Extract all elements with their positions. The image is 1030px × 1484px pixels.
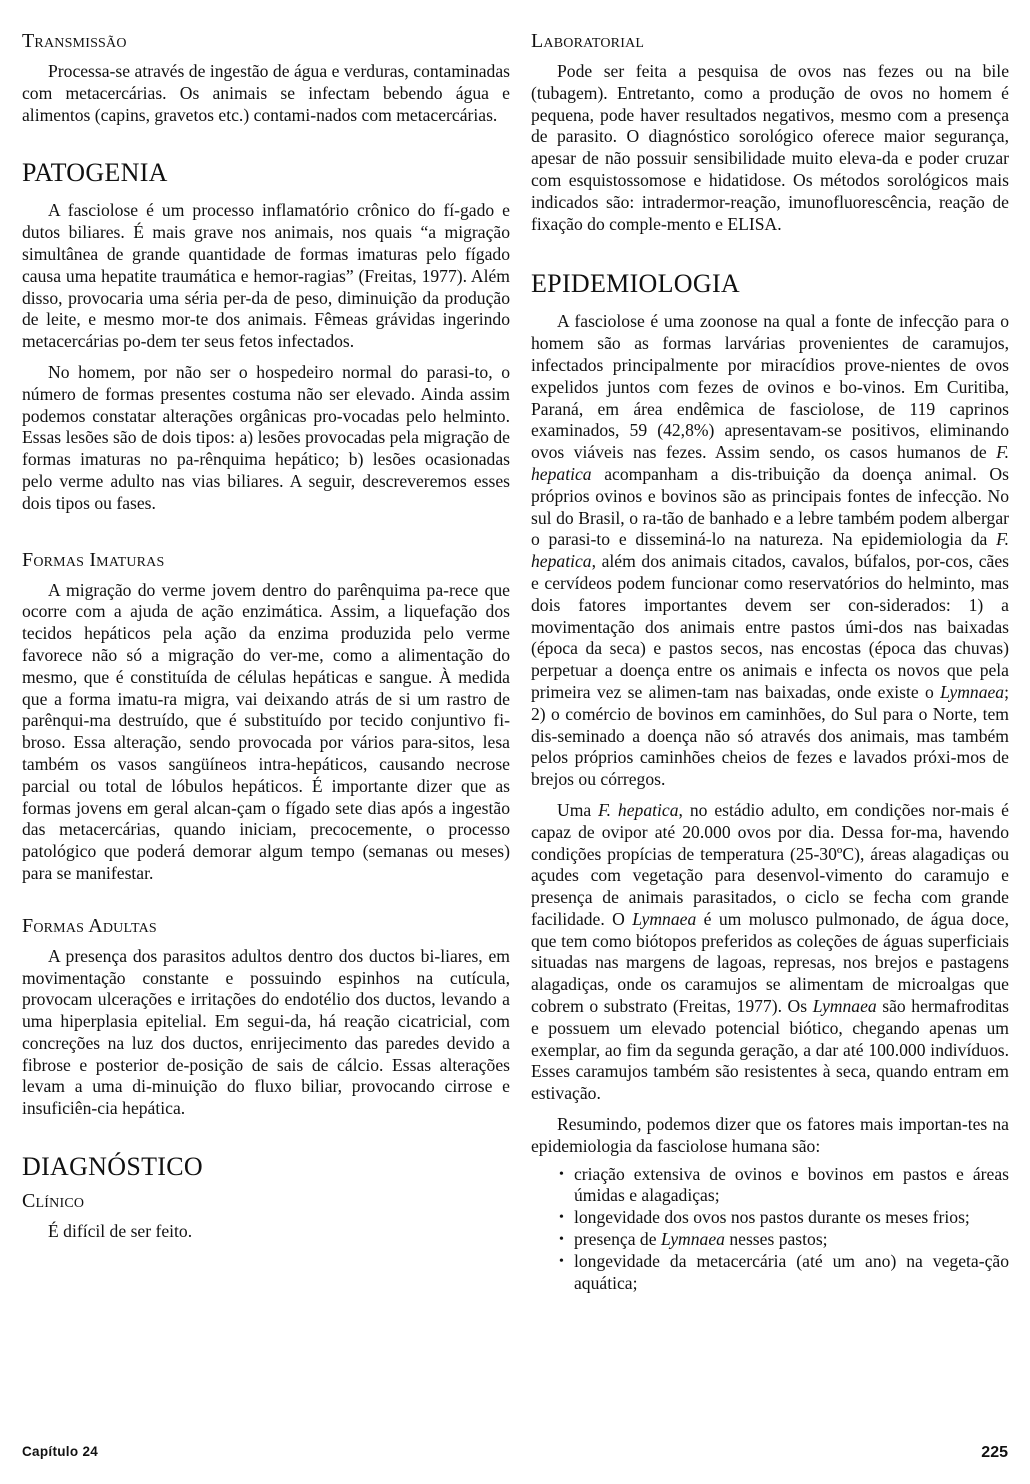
- list-item: • longevidade da metacercária (até um ano) na vegeta-ção aquática;: [559, 1251, 1009, 1295]
- species-name: F. hepatica: [598, 799, 679, 820]
- genus-name: Lymnaea: [632, 908, 697, 929]
- heading-formas-adultas: Formas Adultas: [22, 914, 157, 937]
- heading-diagnostico: DIAGNÓSTICO: [22, 1152, 203, 1182]
- paragraph-formas-imaturas: A migração do verme jovem dentro do parênquima pa-rece que ocorre com a ajuda de ação enzimática. Assim, a liquefação dos tecidos hepáticos pela ação da enzima produzida pelo verme favorece não só a migração do ver-me, como a alimentação do mesmo, que é constituída de células hepáticas e sangue. À medida que a forma imatu-ra migra, vai deixando atrás de si um rastro de parênqui-ma destruído, que é substituído por tecido conjuntivo fi-broso. Essa alteração, sendo provocada por vários para-sitos, lesa também os vasos sangüíneos intra-hepáticos, causando necrose parcial ou total de lóbulos hepáticos. É importante dizer que as formas jovens em geral alcan-çam o fígado sete dias após a ingestão das metacercárias, quando iniciam, precocemente, o processo patológico que poderá demorar algum tempo (semanas ou meses) para se manifestar.: [22, 579, 510, 883]
- paragraph-transmissao: Processa-se através de ingestão de água e verduras, contaminadas com metacercárias. Os animais se infectam bebendo água e alimentos (capins, gravetos etc.) contami-nados com metacercárias.: [22, 61, 510, 125]
- paragraph-epidemiologia-1: A fasciolose é uma zoonose na qual a fonte de infecção para o homem são as formas larvárias provenientes de caramujos, infectados principalmente por miracídios prove-nientes de ovos expelidos juntos com fezes de ovinos e bo-vinos. Em Curitiba, Paraná, em área endêmica de fasciolose, de 119 caprinos examinados, 59 (42,8%) apresentavam-se positivos, eliminando ovos viáveis nas fezes. Assim sendo, os casos humanos de F. hepatica acompanham a dis-tribuição da doença animal. Os próprios ovinos e bovinos são as principais fontes de infecção. No sul do Brasil, o ra-tão de banhado e a lebre também podem albergar o parasi-to e disseminá-lo na natureza. Na epidemiologia da F. hepatica, além dos animais citados, cavalos, búfalos, por-cos, cães e cervídeos podem funcionar como reservatórios do helminto, mas dois fatores importantes devem ser con-siderados: 1) a movimentação dos animais entre pastos úmi-dos nas baixadas (época da seca) e pastos secos, nas encostas (época das chuvas) perpetuar a doença entre os animais e infecta os novos que pela primeira vez se alimen-tam nas baixadas, onde existe o Lymnaea; 2) o comércio de bovinos em caminhões, do Sul para o Norte, tem dis-seminado a doença não só através dos animais, mas também pelos próprios caminhões cheios de fezes e lavados próxi-mos de brejos ou córregos.: [531, 311, 1009, 790]
- paragraph-formas-adultas: A presença dos parasitos adultos dentro dos ductos bi-liares, em movimentação constante e possuindo espinhos na cutícula, provocam ulcerações e irritações do endotélio dos ductos, levando a uma hiperplasia epitelial. Em segui-da, há reação cicatricial, com concreções na luz dos ductos, enrijecimento das paredes devido a fibrose e posterior de-posição de sais de cálcio. Essas alterações levam a uma di-minuição do fluxo biliar, provocando cirrose e insuficiên-cia hepática.: [22, 945, 510, 1119]
- genus-name: Lymnaea: [812, 996, 877, 1017]
- left-column: [22, 0, 510, 1243]
- paragraph-epidemiologia-2: Uma F. hepatica, no estádio adulto, em condições nor-mais é capaz de ovipor até 20.000 ovos por dia. Dessa for-ma, havendo condições propícias de temperatura (25-30ºC), áreas alagadiças ou açudes com vegetação para desenvol-vimento do caramujo e presença de animais parasitados, o ciclo se fecha com grande facilidade. O Lymnaea é um molusco pulmonado, de água doce, que tem como biótopos preferidos as coleções de águas superficiais situadas nas margens de lagoas, represas, nos brejos e pastagens alagadiças, onde os caramujos se alimentam de microalgas que cobrem o substrato (Freitas, 1977). Os Lymnaea são hermafroditas e possuem um elevado potencial biótico, chegando apenas um exemplar, ao fim da segunda geração, a dar até 100.000 indivíduos. Esses caramujos também são resistentes à seca, quando entram em estivação.: [531, 799, 1009, 1104]
- paragraph-clinico: É difícil de ser feito.: [48, 1221, 193, 1242]
- heading-laboratorial: Laboratorial: [531, 30, 645, 52]
- species-name: F. hepatica: [531, 529, 1009, 572]
- chapter-label: Capítulo 24: [22, 1444, 99, 1459]
- paragraph-epidemiologia-3: Resumindo, podemos dizer que os fatores mais importan-tes na epidemiologia da fasciolose humana são:: [531, 1114, 1009, 1156]
- genus-name: Lymnaea: [940, 681, 1005, 702]
- page-number: 225: [981, 1444, 1008, 1461]
- paragraph-patogenia-2: No homem, por não ser o hospedeiro normal do parasi-to, o número de formas presentes costuma não ser elevado. Ainda assim podemos constatar alterações orgânicas pro-vocadas pelo helminto. Essas lesões são de dois tipos: a) lesões provocadas pela migração de formas imaturas no pa-rênquima hepático; b) lesões ocasionadas pelo verme adulto nas vias biliares. A seguir, descreveremos esses dois tipos ou fases.: [22, 361, 510, 513]
- paragraph-patogenia-1: A fasciolose é um processo inflamatório crônico do fí-gado e dutos biliares. É mais grave nos animais, nos quais “a migração simultânea de grande quantidade de formas imaturas pelo fígado causa uma hepatite traumática e hemor-ragias” (Freitas, 1977). Além disso, provocaria uma séria per-da de peso, diminuição da produção de leite, e mesmo mor-te dos animais. Fêmeas grávidas ingerindo metacercárias po-dem ter seus fetos infectados.: [22, 200, 510, 352]
- heading-patogenia: PATOGENIA: [22, 158, 168, 188]
- paragraph-laboratorial: Pode ser feita a pesquisa de ovos nas fezes ou na bile (tubagem). Entretanto, como a produção de ovos no homem é pequena, pode haver resultados negativos, mesmo com a presença de parasito. O diagnóstico sorológico oferece maior segurança, apesar de não possuir sensibilidade muito eleva-da e poder cruzar com esquistossomose e hidatidose. Os métodos sorológicos mais indicados são: intradermor-reação, imunofluorescência, reação de fixação do comple-mento e ELISA.: [531, 61, 1009, 234]
- list-item: • criação extensiva de ovinos e bovinos em pastos e áreas úmidas e alagadiças;: [559, 1164, 1009, 1208]
- heading-clinico: Clínico: [22, 1190, 85, 1213]
- list-item: • presença de Lymnaea nesses pastos;: [559, 1229, 1009, 1251]
- list-item: • longevidade dos ovos nos pastos durante os meses frios;: [559, 1207, 1009, 1229]
- heading-epidemiologia: EPIDEMIOLOGIA: [531, 269, 740, 299]
- risk-factors-list: [531, 1164, 1009, 1295]
- right-column: [531, 0, 1009, 1294]
- genus-name: Lymnaea: [660, 1229, 725, 1250]
- species-name: F. hepatica: [531, 442, 1009, 484]
- heading-transmissao: Transmissão: [22, 30, 127, 52]
- heading-formas-imaturas: Formas Imaturas: [22, 548, 165, 571]
